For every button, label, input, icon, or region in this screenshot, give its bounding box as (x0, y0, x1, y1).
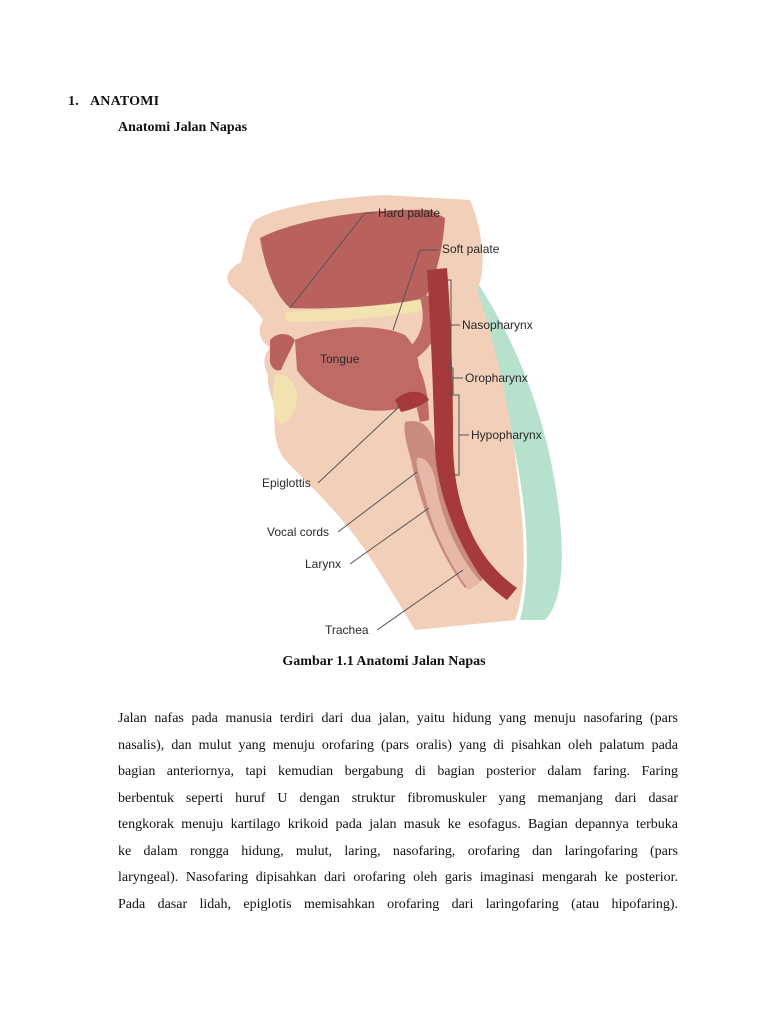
label-epiglottis: Epiglottis (262, 476, 311, 490)
paragraph-line: laryngeal). Nasofaring dipisahkan dari orofaring oleh garis imaginasi mengarah ke posterior. (118, 870, 678, 885)
label-trachea: Trachea (325, 623, 369, 637)
section-number: 1. (68, 94, 79, 109)
paragraph-line: bagian anteriornya, tapi kemudian bergabung di bagian posterior dalam faring. Faring (118, 764, 678, 779)
airway-anatomy-figure (215, 190, 575, 650)
label-oropharynx: Oropharynx (465, 371, 528, 385)
paragraph-line: ke dalam rongga hidung, mulut, laring, nasofaring, orofaring dan laringofaring (pars (118, 843, 678, 859)
label-nasopharynx: Nasopharynx (462, 318, 533, 332)
label-hard-palate: Hard palate (378, 206, 441, 220)
label-soft-palate: Soft palate (442, 242, 500, 256)
figure-caption: Gambar 1.1 Anatomi Jalan Napas (282, 654, 486, 669)
section-heading (68, 94, 159, 110)
paragraph-line: Pada dasar lidah, epiglotis memisahkan orofaring dari laringofaring (atau hipofaring). (118, 896, 678, 912)
label-tongue: Tongue (320, 352, 360, 366)
airway-anatomy-illustration (215, 190, 575, 650)
body-paragraph (118, 706, 678, 918)
label-larynx: Larynx (305, 557, 342, 571)
label-vocal-cords: Vocal cords (267, 525, 330, 539)
section-subtitle: Anatomi Jalan Napas (118, 120, 248, 135)
section-title: ANATOMI (90, 94, 160, 109)
paragraph-line: Jalan nafas pada manusia terdiri dari dua jalan, yaitu hidung yang menuju nasofaring (pars (118, 711, 678, 726)
paragraph-line: nasalis), dan mulut yang menuju orofaring (pars oralis) yang di pisahkan oleh palatum pada (118, 737, 678, 753)
paragraph-line: tengkorak menuju kartilago krikoid pada jalan masuk ke esofagus. Bagian depannya terbuka (118, 817, 678, 832)
paragraph-line: berbentuk seperti huruf U dengan struktur fibromuskuler yang memanjang dari dasar (118, 790, 678, 806)
label-hypopharynx: Hypopharynx (471, 428, 542, 442)
